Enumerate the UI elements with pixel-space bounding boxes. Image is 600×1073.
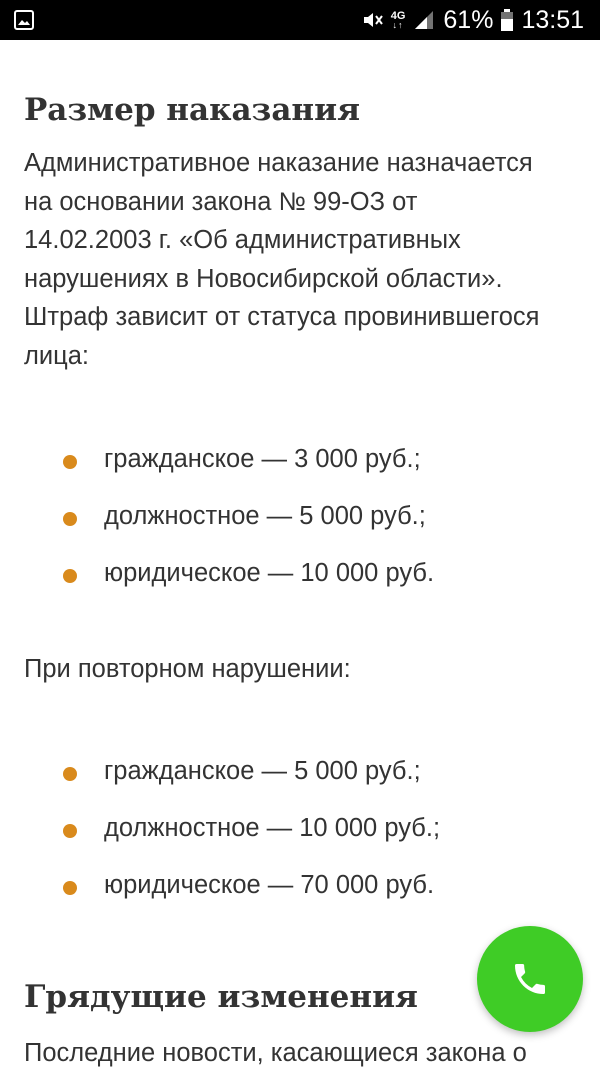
bullet-icon: [63, 512, 77, 526]
battery-icon: [501, 9, 513, 31]
section-heading-changes: Грядущие изменения: [24, 979, 418, 1015]
call-button[interactable]: [477, 926, 583, 1032]
news-paragraph: Последние новости, касающиеся закона о: [24, 1039, 527, 1067]
phone-icon: [510, 959, 550, 999]
bullet-icon: [63, 767, 77, 781]
fine-list: [24, 444, 434, 615]
list-item: гражданское — 5 000 руб.;: [24, 756, 440, 813]
section-heading-penalty: Размер наказания: [24, 92, 361, 128]
gallery-notification-icon: [14, 10, 34, 30]
bullet-icon: [63, 569, 77, 583]
network-type: 4G ↓↑: [390, 9, 406, 30]
mute-icon: [361, 9, 383, 31]
battery-percent: 61%: [443, 5, 494, 34]
signal-icon: [413, 9, 435, 31]
list-item: юридическое — 70 000 руб.: [24, 870, 440, 927]
bullet-icon: [63, 881, 77, 895]
intro-paragraph: Административное наказание назначается на основании закона № 99-ОЗ от 14.02.2003 г. «Об административных нарушениях в Новосибирской области». Штраф зависит от статуса провинившегося лица:: [24, 149, 540, 370]
list-item: должностное — 5 000 руб.;: [24, 501, 434, 558]
repeat-fine-list: [24, 756, 440, 927]
list-item: должностное — 10 000 руб.;: [24, 813, 440, 870]
bullet-icon: [63, 455, 77, 469]
bullet-icon: [63, 824, 77, 838]
repeat-violation-text: При повторном нарушении:: [24, 655, 351, 683]
clock: 13:51: [521, 5, 584, 34]
list-item: гражданское — 3 000 руб.;: [24, 444, 434, 501]
list-item: юридическое — 10 000 руб.: [24, 558, 434, 615]
status-bar: [0, 0, 600, 40]
